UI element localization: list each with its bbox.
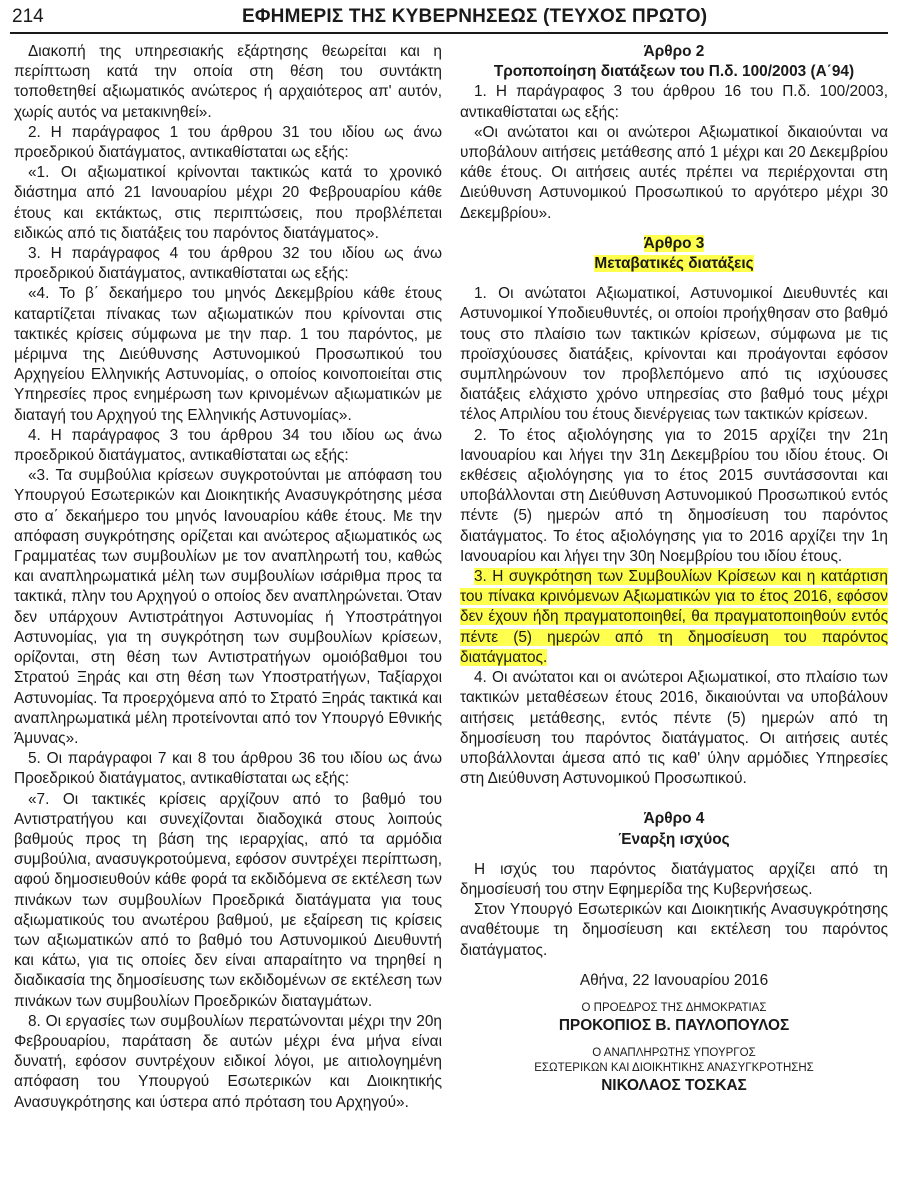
- minister-title-ministry: ΕΣΩΤΕΡΙΚΩΝ ΚΑΙ ΔΙΟΙΚΗΤΙΚΗΣ ΑΝΑΣΥΓΚΡΟΤΗΣΗΣ: [534, 1062, 814, 1075]
- paragraph: 3. Η παράγραφος 4 του άρθρου 32 του ιδίου ως άνω προεδρικού διατάγματος, αντικαθίσταται ως εξής:: [14, 245, 442, 283]
- paragraph: Στον Υπουργό Εσωτερικών και Διοικητικής Ανασυγκρότησης αναθέτουμε τη δημοσίευση και εκτέλεση του παρόντος διατάγματος.: [460, 901, 888, 959]
- paragraph: «1. Οι αξιωματικοί κρίνονται τακτικώς κατά το χρονικό διάστημα από 21 Ιανουαρίου μέχρι 20 Φεβρουαρίου κάθε έτους και εκτάκτως, στις περιπτώσεις, που προβλέπεται ειδικώς από τις διατάξεις του παρόντος διατάγματος».: [14, 164, 442, 242]
- article-4-title: Έναρξη ισχύος: [618, 830, 730, 848]
- page-number: 214: [12, 6, 44, 27]
- paragraph: 4. Οι ανώτατοι και οι ανώτεροι Αξιωματικοί, στο πλαίσιο των τακτικών μεταθέσεων έτους 2016, δικαιούνται να υποβάλουν αιτήσεις μετάθεσης, εντός πέντε (5) ημερών από τη δημοσίευση του παρόντος διατάγματος. Οι αιτήσεις αυτές υποβάλλονται άμεσα από τις καθ' ύλην αρμόδιες Υπηρεσίες στη Διεύθυνση Αστυνομικού Προσωπικού.: [460, 669, 888, 788]
- paragraph: «4. Το β΄ δεκαήμερο του μηνός Δεκεμβρίου κάθε έτους καταρτίζεται πίνακας των αξιωματικών που κρίνονται στις τακτικές κρίσεις σύμφωνα με την παρ. 1 του παρόντος, με μέριμνα της Διεύθυνσης Αστυνομικού Προσωπικού του Αρχηγείου Ελληνικής Αστυνομίας, ο οποίος κοινοποιείται στις Υπηρεσίες προς ενημέρωση των κρινομένων αξιωματικών με διαταγή του Αρχηγού της Ελληνικής Αστυνομίας».: [14, 285, 442, 424]
- highlighted-paragraph: 3. Η συγκρότηση των Συμβουλίων Κρίσεων και η κατάρτιση του πίνακα κρινόμενων Αξιωματικών για το έτος 2016, εφόσον δεν έχουν ήδη πραγματοποιηθεί, θα πραγματοποιηθούν εντός πέντε (5) ημερών από τη δημοσίευση του παρόντος διατάγματος.: [460, 568, 888, 666]
- president-name: ΠΡΟΚΟΠΙΟΣ Β. ΠΑΥΛΟΠΟΥΛΟΣ: [558, 1016, 790, 1034]
- paragraph: 8. Οι εργασίες των συμβουλίων περατώνονται μέχρι την 20η Φεβρουαρίου, παράταση δε αυτών μέχρι ένα μήνα είναι δυνατή, εφόσον συντρέχουν ειδικοί λόγοι, με αιτιολογημένη απόφαση του Υπουργού Εσωτερικών και Διοικητικής Ανασυγκρότησης και ύστερα από πρόταση του Αρχηγού».: [14, 1012, 442, 1111]
- article-3-title: Μεταβατικές διατάξεις: [594, 255, 754, 273]
- paragraph: 1. Η παράγραφος 3 του άρθρου 16 του Π.δ. 100/2003, αντικαθίσταται ως εξής:: [460, 83, 888, 121]
- paragraph: Η ισχύς του παρόντος διατάγματος αρχίζει από τη δημοσίευσή του στην Εφημερίδα της Κυβερνήσεως.: [460, 860, 888, 898]
- paragraph: 2. Το έτος αξιολόγησης για το 2015 αρχίζει την 21η Ιανουαρίου και λήγει την 31η Δεκεμβρίου του ιδίου έτους. Οι εκθέσεις αξιολόγησης για το έτος 2015 συντάσσονται και υποβάλλονται στη Διεύθυνση Αστυνομικού Προσωπικού εντός πέντε (5) ημερών από τη δημοσίευση του παρόντος διατάγματος. Το έτος αξιολόγησης για το 2016 αρχίζει την 1η Ιανουαρίου και λήγει την 30η Νοεμβρίου του ιδίου έτους.: [460, 426, 888, 565]
- paragraph: Διακοπή της υπηρεσιακής εξάρτησης θεωρείται και η περίπτωση κατά την οποία στη θέση του συντάκτη τοποθετηθεί αξιωματικός ανώτερος ή αρχαιότερος απ' αυτόν, χωρίς αυτός να μετακινηθεί».: [14, 43, 442, 121]
- minister-title: Ο ΑΝΑΠΛΗΡΩΤΗΣ ΥΠΟΥΡΓΟΣ: [592, 1047, 756, 1060]
- paragraph: 4. Η παράγραφος 3 του άρθρου 34 του ιδίου ως άνω προεδρικού διατάγματος, αντικαθίσταται ως εξής:: [14, 426, 442, 465]
- president-title: Ο ΠΡΟΕΔΡΟΣ ΤΗΣ ΔΗΜΟΚΡΑΤΙΑΣ: [581, 1001, 767, 1014]
- paragraph: 5. Οι παράγραφοι 7 και 8 του άρθρου 36 του ιδίου ως άνω Προεδρικού διατάγματος, αντικαθίσταται ως εξής:: [14, 750, 442, 788]
- paragraph: «7. Οι τακτικές κρίσεις αρχίζουν από το βαθμό του Αντιστρατήγου και συνεχίζονται διαδοχικά στους λοιπούς βαθμούς προς τη βάση της ιεραρχίας, από τα αρμόδια συμβούλια, ανασυγκροτούμενα, εφόσον συντρέχει περίπτωση, αφού δημοσιευθούν κάθε φορά τα εκδιδόμενα σε εκτέλεση των πινάκων των συμβουλίων Προεδρικά διατάγματα για τους αξιωματικούς του ανωτέρου βαθμού, με εξαίρεση τις κρίσεις των αξιωματικών από το βαθμό του Αστυνομικού Διευθυντή και κάτω, για τις οποίες δεν είναι απαραίτητο να τηρηθεί η διαδικασία της δημοσίευσης των εκδιδομένων σε εκτέλεση των πινάκων των συμβουλίων Προεδρικών διαταγμάτων.: [14, 790, 442, 1010]
- article-3-number: Άρθρο 3: [643, 234, 705, 252]
- right-column: [460, 42, 888, 1096]
- page-header: [10, 4, 888, 34]
- article-2-number: Άρθρο 2: [643, 43, 705, 60]
- paragraph: «Οι ανώτατοι και οι ανώτεροι Αξιωματικοί δικαιούνται να υποβάλουν αιτήσεις μετάθεσης από 1 μέχρι και 20 Δεκεμβρίου κάθε έτους. Οι αιτήσεις αυτές πρέπει να περιέρχονται στη Διεύθυνση Αστυνομικού Προσωπικού το αργότερο μέχρι 30 Δεκεμβρίου».: [460, 123, 888, 222]
- gazette-title: ΕΦΗΜΕΡΙΣ ΤΗΣ ΚΥΒΕΡΝΗΣΕΩΣ (ΤΕΥΧΟΣ ΠΡΩΤΟ): [242, 6, 708, 27]
- minister-name: ΝΙΚΟΛΑΟΣ ΤΟΣΚΑΣ: [601, 1077, 747, 1095]
- paragraph: 1. Οι ανώτατοι Αξιωματικοί, Αστυνομικοί Διευθυντές και Αστυνομικοί Υποδιευθυντές, οι οποίοι προήχθησαν στο βαθμό τους στο πλαίσιο των τακτικών κρίσεων, σύμφωνα με τις προϊσχύουσες διατάξεις, κρίνονται και προάγονται εφόσον συμπληρώνουν τον προβλεπόμενο από τις ισχύουσες διατάξεις ελάχιστο χρόνο υπηρεσίας στο βαθμό τους μέχρι τέλος Απριλίου του έτους διενέργειας των τακτικών κρίσεων.: [460, 285, 888, 424]
- paragraph: 2. Η παράγραφος 1 του άρθρου 31 του ιδίου ως άνω προεδρικού διατάγματος, αντικαθίσταται ως εξής:: [14, 123, 442, 162]
- place-date: Αθήνα, 22 Ιανουαρίου 2016: [579, 971, 769, 989]
- left-column: [14, 42, 442, 1113]
- paragraph: «3. Τα συμβούλια κρίσεων συγκροτούνται με απόφαση του Υπουργού Εσωτερικών και Διοικητικής Ανασυγκρότησης μέσα στο α΄ δεκαήμερο του μηνός Ιανουαρίου κάθε έτους. Με την απόφαση συγκρότησης ορίζεται και ανώτερος αξιωματικός ως Γραμματέας των συμβουλίων με τον αναπληρωτή του, καθώς και αναπληρωματικά μέλη των συμβουλίων ισάριθμα προς τα τακτικά, πλην του Αρχηγού ο οποίος δεν αναπληρώνεται. Όταν δεν υπάρχουν Αντιστράτηγοι Αστυνομίας ή Υποστράτηγοι Αστυνομίας, για τη συγκρότηση των συμβουλίων κρίσεων, ορίζονται, στη θέση των Αντιστρατήγων ομοιόβαθμοι του Στρατού Ξηράς και στη θέση των Υποστρατήγων, Ταξίαρχοι Αστυνομίας. Τα προερχόμενα από το Στρατό Ξηράς τακτικά και αναπληρωματικά μέλη προτείνονται από τον Υπουργό Εθνικής Άμυνας».: [14, 467, 442, 747]
- article-2-title: Τροποποίηση διατάξεων του Π.δ. 100/2003 (Α΄94): [493, 63, 855, 81]
- article-4-number: Άρθρο 4: [643, 810, 705, 828]
